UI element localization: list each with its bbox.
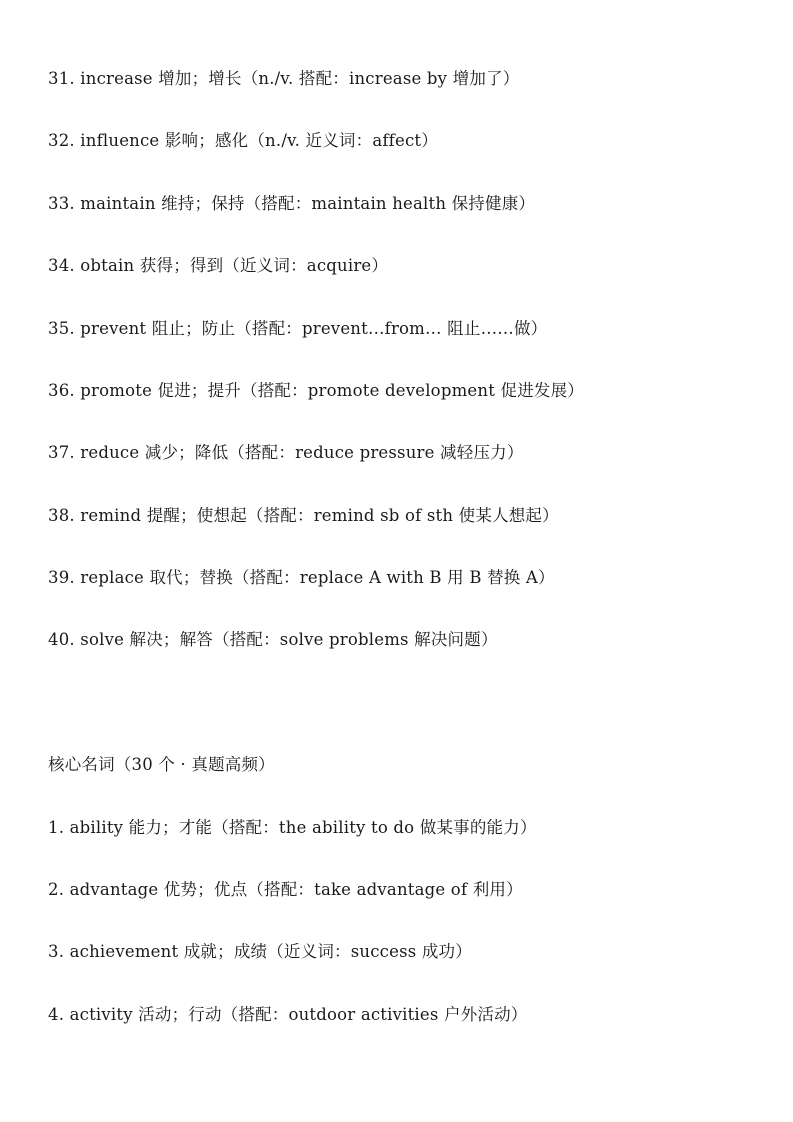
vocab-entry-reduce: 37. reduce 减少；降低（搭配：reduce pressure 减轻压力） bbox=[48, 443, 524, 462]
vocab-entry-solve: 40. solve 解决；解答（搭配：solve problems 解决问题） bbox=[48, 630, 498, 649]
vocab-entry-increase: 31. increase 增加；增长（n./v. 搭配：increase by 增加了） bbox=[48, 69, 520, 88]
vocab-entry-obtain: 34. obtain 获得；得到（近义词：acquire） bbox=[48, 256, 389, 275]
vocab-entry-replace: 39. replace 取代；替换（搭配：replace A with B 用 B 替换 A） bbox=[48, 568, 555, 587]
vocab-entry-activity: 4. activity 活动；行动（搭配：outdoor activities 户外活动） bbox=[48, 1005, 528, 1024]
vocab-entry-promote: 36. promote 促进；提升（搭配：promote development 促进发展） bbox=[48, 381, 584, 400]
vocab-entry-prevent: 35. prevent 阻止；防止（搭配：prevent…from… 阻止……做） bbox=[48, 319, 548, 338]
vocab-entry-advantage: 2. advantage 优势；优点（搭配：take advantage of 利用） bbox=[48, 880, 523, 899]
vocab-entry-maintain: 33. maintain 维持；保持（搭配：maintain health 保持健康） bbox=[48, 194, 536, 213]
section-heading-core-nouns: 核心名词（30 个 · 真题高频） bbox=[48, 755, 275, 774]
vocab-entry-remind: 38. remind 提醒；使想起（搭配：remind sb of sth 使某人想起） bbox=[48, 506, 559, 525]
vocab-entry-ability: 1. ability 能力；才能（搭配：the ability to do 做某事的能力） bbox=[48, 818, 537, 837]
vocab-entry-achievement: 3. achievement 成就；成绩（近义词：success 成功） bbox=[48, 942, 472, 961]
vocab-entry-influence: 32. influence 影响；感化（n./v. 近义词：affect） bbox=[48, 131, 438, 150]
